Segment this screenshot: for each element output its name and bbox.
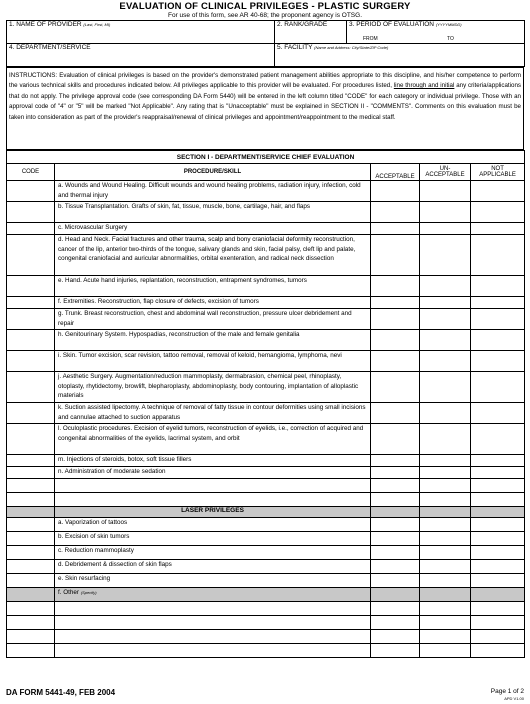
item-letter: i. — [58, 352, 62, 359]
unacceptable-cell[interactable] — [420, 574, 471, 588]
form-title: EVALUATION OF CLINICAL PRIVILEGES - PLASTIC SURGERY — [119, 1, 411, 12]
table-row — [7, 424, 525, 455]
code-cell[interactable] — [7, 403, 55, 424]
table-row — [7, 467, 525, 479]
item-letter: f. — [58, 298, 62, 305]
table-row — [7, 560, 525, 574]
table-row — [7, 202, 525, 223]
item-letter: e. — [58, 277, 64, 284]
laser-code-cell — [7, 507, 55, 518]
table-row — [7, 297, 525, 309]
procedure-cell — [55, 403, 371, 424]
evaluation-period-field[interactable] — [347, 21, 525, 44]
acceptable-cell[interactable] — [371, 202, 420, 223]
rank-grade-field[interactable] — [275, 21, 347, 44]
item-letter: l. — [58, 425, 62, 432]
table-row — [7, 574, 525, 588]
table-row — [7, 223, 525, 235]
procedure-column-header: PROCEDURE/SKILL — [55, 164, 371, 181]
not-applicable-cell[interactable] — [471, 424, 525, 455]
acceptable-cell[interactable] — [371, 403, 420, 424]
code-cell[interactable] — [7, 630, 55, 644]
provider-name-label: 1. NAME OF PROVIDER — [9, 21, 82, 28]
procedure-cell — [55, 372, 371, 403]
not-applicable-cell[interactable] — [471, 309, 525, 330]
table-row — [7, 235, 525, 276]
page-info — [491, 688, 524, 702]
code-cell[interactable] — [7, 532, 55, 546]
item-text: Head and Neck. Facial fractures and other trauma, scalp and bony craniofacial deformity reconstruction, cancer of the lip, anterior two-thirds of the tongue, salivary glands and skin, facial palsy, cleft lip and palate, congenital craniofacial and auricular abnormalities, orbital exenteration, and radical neck dissection — [58, 236, 356, 262]
table-row — [7, 630, 525, 644]
other-label: f. Other — [58, 589, 79, 596]
procedure-cell — [55, 276, 371, 297]
item-text: Tissue Transplantation. Grafts of skin, fat, tissue, muscle, bone, cartilage, hair, and flaps — [64, 203, 311, 210]
acceptable-cell[interactable] — [371, 467, 420, 479]
item-letter: d. — [58, 236, 64, 243]
item-text: Administration of moderate sedation — [64, 468, 166, 475]
not-applicable-cell[interactable] — [471, 588, 525, 602]
acceptable-cell[interactable] — [371, 372, 420, 403]
unacceptable-cell[interactable] — [420, 479, 471, 493]
code-cell[interactable] — [7, 493, 55, 507]
code-cell[interactable] — [7, 202, 55, 223]
page-number: Page 1 of 2 — [490, 688, 524, 695]
unacceptable-cell[interactable] — [420, 330, 471, 351]
code-cell[interactable] — [7, 588, 55, 602]
acceptable-cell[interactable] — [371, 493, 420, 507]
table-row — [7, 493, 525, 507]
procedure-cell — [55, 330, 371, 351]
procedure-cell — [55, 616, 371, 630]
not-applicable-cell[interactable] — [471, 351, 525, 372]
code-cell[interactable] — [7, 330, 55, 351]
acceptable-cell[interactable] — [371, 297, 420, 309]
item-text: Suction assisted lipectomy. A technique of removal of fatty tissue in contour deformities using small incisions and cannulae attached to suction apparatus — [58, 404, 366, 421]
procedure-cell — [55, 560, 371, 574]
table-row — [7, 403, 525, 424]
not-applicable-cell[interactable] — [471, 455, 525, 467]
procedure-cell — [55, 202, 371, 223]
code-cell[interactable] — [7, 467, 55, 479]
table-row — [7, 518, 525, 532]
unacceptable-cell[interactable] — [420, 424, 471, 455]
unacceptable-cell[interactable] — [420, 297, 471, 309]
procedure-cell — [55, 297, 371, 309]
acceptable-cell[interactable] — [371, 330, 420, 351]
not-applicable-cell[interactable] — [471, 532, 525, 546]
procedure-cell — [55, 532, 371, 546]
table-row — [7, 532, 525, 546]
item-text: Wounds and Wound Healing. Difficult wounds and wound healing problems, radiation injury, infection, cold and thermal injury — [58, 182, 361, 199]
code-cell[interactable] — [7, 223, 55, 235]
facility-label: 5. FACILITY — [277, 44, 313, 51]
item-text: Extremities. Reconstruction, flap closure of defects, excision of tumors — [63, 298, 259, 305]
procedure-cell — [55, 424, 371, 455]
procedure-cell — [55, 518, 371, 532]
code-cell[interactable] — [7, 616, 55, 630]
item-text: Oculoplastic procedures. Excision of eyelid tumors, reconstruction of eyelids, i.e., correction of acquired and congenital abnormalities of the eyelids, lacrimal system, and orbit — [58, 425, 364, 442]
item-text: Genitourinary System. Hypospadias, reconstruction of the male and female genitalia — [65, 331, 300, 338]
acceptable-cell[interactable] — [371, 351, 420, 372]
item-text: Hand. Acute hand injuries, replantation, reconstruction, entrapment syndromes, tumors — [65, 277, 307, 284]
procedure-cell — [55, 455, 371, 467]
unacceptable-cell[interactable] — [420, 351, 471, 372]
provider-name-field[interactable] — [7, 21, 275, 44]
procedure-cell — [55, 602, 371, 616]
not-applicable-cell[interactable] — [471, 630, 525, 644]
item-text: Vaporization of tattoos — [65, 519, 128, 526]
unacceptable-cell[interactable] — [420, 181, 471, 202]
header-fields — [6, 20, 525, 67]
code-cell[interactable] — [7, 276, 55, 297]
item-letter: g. — [58, 310, 64, 317]
unacceptable-cell[interactable] — [420, 202, 471, 223]
department-field[interactable] — [7, 44, 275, 67]
form-page — [6, 0, 524, 658]
other-specify-cell — [55, 588, 371, 602]
procedure-cell — [55, 235, 371, 276]
acceptable-cell[interactable] — [371, 223, 420, 235]
other-hint: (Specify) — [80, 590, 97, 595]
unacceptable-cell[interactable] — [420, 235, 471, 276]
provider-name-hint: (Last, First, MI) — [83, 22, 111, 27]
acceptable-cell[interactable] — [371, 309, 420, 330]
code-cell[interactable] — [7, 297, 55, 309]
unacceptable-cell[interactable] — [420, 546, 471, 560]
not-applicable-cell[interactable] — [471, 644, 525, 658]
instructions-underlined: line through and initial — [393, 82, 455, 90]
not-applicable-cell[interactable] — [471, 202, 525, 223]
not-applicable-cell[interactable] — [471, 616, 525, 630]
code-cell[interactable] — [7, 560, 55, 574]
item-text: Trunk. Breast reconstruction, chest and abdominal wall reconstruction, pressure ulcer debridement and repair — [58, 310, 352, 327]
facility-field[interactable] — [275, 44, 525, 67]
code-cell[interactable] — [7, 181, 55, 202]
unacceptable-cell[interactable] — [420, 588, 471, 602]
table-row — [7, 276, 525, 297]
unacceptable-cell[interactable] — [420, 560, 471, 574]
table-row — [7, 602, 525, 616]
table-row — [7, 479, 525, 493]
not-applicable-cell[interactable] — [471, 403, 525, 424]
item-text: Aesthetic Surgery. Augmentation/reduction mammoplasty, dermabrasion, chemical peel, rhinoplasty, otoplasty, rhytidectomy, browlift, blepharoplasty, abdominoplasty, body contouring, implantation of alloplastic materials — [58, 373, 359, 399]
not-applicable-cell[interactable] — [471, 235, 525, 276]
unacceptable-cell[interactable] — [420, 630, 471, 644]
item-letter: b. — [58, 533, 64, 540]
acceptable-cell[interactable] — [371, 518, 420, 532]
table-row — [7, 181, 525, 202]
unacceptable-cell[interactable] — [420, 403, 471, 424]
unacceptable-cell[interactable] — [420, 276, 471, 297]
procedure-cell — [55, 351, 371, 372]
unacceptable-cell[interactable] — [420, 309, 471, 330]
acceptable-cell[interactable] — [371, 276, 420, 297]
not-applicable-cell[interactable] — [471, 372, 525, 403]
not-applicable-cell[interactable] — [471, 518, 525, 532]
item-text: Skin. Tumor excision, scar revision, tattoo removal, removal of keloid, hemangioma, lymphoma, nevi — [62, 352, 342, 359]
procedure-cell — [55, 479, 371, 493]
table-row — [7, 616, 525, 630]
table-row — [7, 588, 525, 602]
table-row — [7, 351, 525, 372]
item-letter: j. — [58, 373, 62, 380]
procedure-cell — [55, 493, 371, 507]
unacceptable-cell[interactable] — [420, 518, 471, 532]
code-cell[interactable] — [7, 372, 55, 403]
acceptable-cell[interactable] — [371, 574, 420, 588]
not-applicable-cell[interactable] — [471, 330, 525, 351]
procedure-cell — [55, 223, 371, 235]
code-cell[interactable] — [7, 235, 55, 276]
item-letter: n. — [58, 468, 64, 475]
item-letter: m. — [58, 456, 65, 463]
procedure-cell — [55, 644, 371, 658]
code-cell[interactable] — [7, 546, 55, 560]
table-row — [7, 455, 525, 467]
form-number: DA FORM 5441-49, FEB 2004 — [6, 688, 116, 697]
acceptable-cell[interactable] — [371, 602, 420, 616]
item-letter: d. — [58, 561, 64, 568]
section-1-title: SECTION I - DEPARTMENT/SERVICE CHIEF EVALUATION — [7, 151, 525, 164]
not-applicable-cell[interactable] — [471, 467, 525, 479]
table-row — [7, 546, 525, 560]
not-applicable-cell[interactable] — [471, 181, 525, 202]
item-text: Reduction mammoplasty — [64, 547, 134, 554]
acceptable-column-header: ACCEPTABLE — [371, 164, 420, 181]
not-applicable-cell[interactable] — [471, 574, 525, 588]
period-to-label: TO — [447, 36, 454, 42]
code-cell[interactable] — [7, 644, 55, 658]
unacceptable-column-header: UN- ACCEPTABLE — [420, 164, 471, 181]
rank-grade-label: 2. RANK/GRADE — [277, 21, 328, 28]
period-label: 3. PERIOD OF EVALUATION — [349, 21, 434, 28]
not-applicable-cell[interactable] — [471, 602, 525, 616]
item-letter: c. — [58, 224, 63, 231]
unacceptable-cell[interactable] — [420, 467, 471, 479]
item-letter: c. — [58, 547, 63, 554]
item-text: Skin resurfacing — [65, 575, 111, 582]
item-text: Microvascular Surgery — [64, 224, 128, 231]
unacceptable-cell[interactable] — [420, 493, 471, 507]
table-row — [7, 309, 525, 330]
procedure-cell — [55, 630, 371, 644]
item-letter: a. — [58, 182, 64, 189]
item-letter: a. — [58, 519, 64, 526]
laser-header-cell — [371, 507, 420, 518]
procedure-cell — [55, 181, 371, 202]
instructions-text — [7, 68, 524, 150]
item-letter: b. — [58, 203, 64, 210]
code-cell[interactable] — [7, 309, 55, 330]
code-cell[interactable] — [7, 602, 55, 616]
not-applicable-cell[interactable] — [471, 297, 525, 309]
code-cell[interactable] — [7, 479, 55, 493]
procedure-cell — [55, 546, 371, 560]
code-cell[interactable] — [7, 424, 55, 455]
evaluation-table — [6, 150, 525, 658]
procedure-cell — [55, 309, 371, 330]
code-cell[interactable] — [7, 574, 55, 588]
not-applicable-cell[interactable] — [471, 493, 525, 507]
acceptable-cell[interactable] — [371, 588, 420, 602]
acceptable-cell[interactable] — [371, 532, 420, 546]
period-hint: (YYYYMMDD) — [435, 22, 462, 27]
table-row — [7, 372, 525, 403]
acceptable-cell[interactable] — [371, 455, 420, 467]
instructions-box — [6, 67, 524, 150]
not-applicable-cell[interactable] — [471, 276, 525, 297]
item-letter: e. — [58, 575, 64, 582]
footer — [6, 688, 524, 702]
department-label: 4. DEPARTMENT/SERVICE — [9, 44, 91, 51]
table-row — [7, 644, 525, 658]
item-text: Debridement & dissection of skin flaps — [65, 561, 172, 568]
facility-hint: (Name and Address: City/State/ZIP Code) — [314, 45, 389, 50]
form-subtitle: For use of this form, see AR 40-68; the proponent agency is OTSG. — [167, 12, 362, 19]
not-applicable-cell[interactable] — [471, 560, 525, 574]
unacceptable-cell[interactable] — [420, 616, 471, 630]
acceptable-cell[interactable] — [371, 181, 420, 202]
laser-header-cell — [471, 507, 525, 518]
version-label: APD V1.00 — [504, 696, 524, 701]
acceptable-cell[interactable] — [371, 235, 420, 276]
acceptable-cell[interactable] — [371, 644, 420, 658]
unacceptable-cell[interactable] — [420, 372, 471, 403]
item-text: Injections of steroids, botox, soft tissue fillers — [66, 456, 192, 463]
laser-privileges-title: LASER PRIVILEGES — [55, 507, 371, 518]
unacceptable-cell[interactable] — [420, 223, 471, 235]
not-applicable-column-header: NOT APPLICABLE — [471, 164, 525, 181]
code-cell[interactable] — [7, 518, 55, 532]
unacceptable-cell[interactable] — [420, 455, 471, 467]
code-cell[interactable] — [7, 455, 55, 467]
laser-header-row — [7, 507, 525, 518]
table-row — [7, 330, 525, 351]
not-applicable-cell[interactable] — [471, 479, 525, 493]
code-column-header: CODE — [7, 164, 55, 181]
acceptable-cell[interactable] — [371, 630, 420, 644]
procedure-cell — [55, 574, 371, 588]
not-applicable-cell[interactable] — [471, 546, 525, 560]
laser-header-cell — [420, 507, 471, 518]
not-applicable-cell[interactable] — [471, 223, 525, 235]
code-cell[interactable] — [7, 351, 55, 372]
acceptable-cell[interactable] — [371, 479, 420, 493]
unacceptable-cell[interactable] — [420, 602, 471, 616]
procedure-cell — [55, 467, 371, 479]
instructions-part2: any criteria/applications that do not apply. The privilege approval code (see corresponding DA Form 5440) will be entered in the left column titled "CODE" for each category or individual privilege. Those with an approval code of "4" or "5" will be marked "Not Applicable". Any rating that is "Unacceptable" must be explained in SECTION II - "COMMENTS". Comments on this evaluation must be taken into consideration as part of the provider's reappraisal/renewal of clinical privileges and appointment/reappointment to the medical staff. — [9, 82, 521, 121]
unacceptable-cell[interactable] — [420, 644, 471, 658]
instructions-part1: INSTRUCTIONS: Evaluation of clinical privileges is based on the provider's demonstrated patient management abilities appropriate to this discipline, and his/her competence to perform the various technical skills and procedures indicated below. All privileges applicable to this provider will be evaluated. For procedures listed, — [9, 72, 521, 90]
acceptable-cell[interactable] — [371, 616, 420, 630]
acceptable-cell[interactable] — [371, 560, 420, 574]
item-letter: h. — [58, 331, 64, 338]
item-letter: k. — [58, 404, 63, 411]
acceptable-cell[interactable] — [371, 546, 420, 560]
period-from-label: FROM — [363, 36, 378, 42]
acceptable-cell[interactable] — [371, 424, 420, 455]
unacceptable-cell[interactable] — [420, 532, 471, 546]
item-text: Excision of skin tumors — [65, 533, 130, 540]
